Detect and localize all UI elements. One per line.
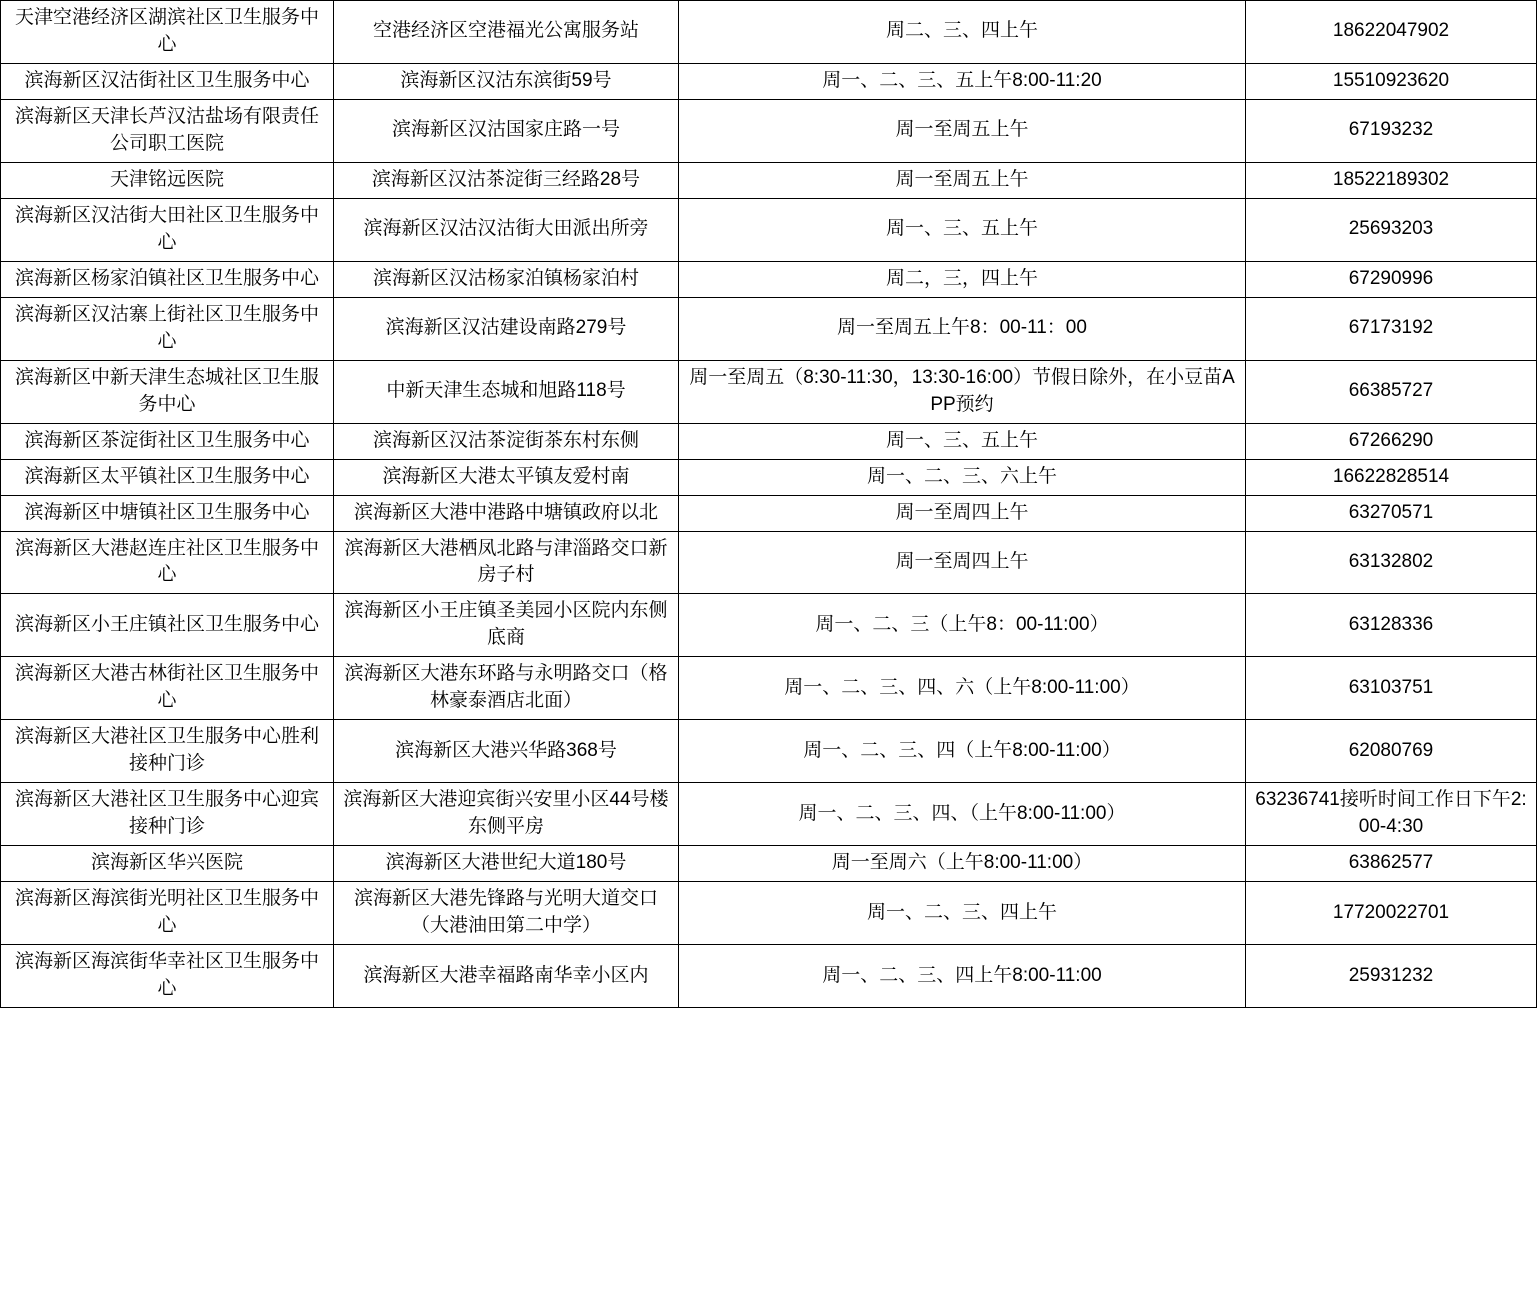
- site-name-cell: 滨海新区华兴医院: [1, 846, 334, 882]
- table-row: [1, 846, 1537, 882]
- site-time-cell: 周一、二、三（上午8：00-11:00）: [679, 594, 1246, 657]
- table-row: [1, 783, 1537, 846]
- site-name-cell: 滨海新区汉沽街大田社区卫生服务中心: [1, 198, 334, 261]
- site-time-cell: 周二、三、四上午: [679, 1, 1246, 64]
- table-row: [1, 297, 1537, 360]
- site-time-cell: 周一至周四上午: [679, 531, 1246, 594]
- site-address-cell: 滨海新区汉沽东滨街59号: [334, 63, 679, 99]
- site-phone-cell: 67290996: [1246, 261, 1537, 297]
- site-name-cell: 滨海新区大港赵连庄社区卫生服务中心: [1, 531, 334, 594]
- site-time-cell: 周一、二、三、四上午8:00-11:00: [679, 945, 1246, 1008]
- site-phone-cell: 63270571: [1246, 495, 1537, 531]
- site-address-cell: 滨海新区大港太平镇友爱村南: [334, 459, 679, 495]
- site-phone-cell: 63862577: [1246, 846, 1537, 882]
- site-name-cell: 滨海新区小王庄镇社区卫生服务中心: [1, 594, 334, 657]
- site-address-cell: 中新天津生态城和旭路118号: [334, 360, 679, 423]
- table-row: [1, 423, 1537, 459]
- site-address-cell: 滨海新区汉沽茶淀街三经路28号: [334, 162, 679, 198]
- site-name-cell: 滨海新区大港社区卫生服务中心迎宾接种门诊: [1, 783, 334, 846]
- site-name-cell: 天津铭远医院: [1, 162, 334, 198]
- site-phone-cell: 63236741接听时间工作日下午2:00-4:30: [1246, 783, 1537, 846]
- site-name-cell: 滨海新区汉沽街社区卫生服务中心: [1, 63, 334, 99]
- site-time-cell: 周一、三、五上午: [679, 423, 1246, 459]
- table-row: [1, 162, 1537, 198]
- site-time-cell: 周一、二、三、五上午8:00-11:20: [679, 63, 1246, 99]
- site-phone-cell: 25931232: [1246, 945, 1537, 1008]
- site-address-cell: 滨海新区汉沽国家庄路一号: [334, 99, 679, 162]
- site-name-cell: 滨海新区太平镇社区卫生服务中心: [1, 459, 334, 495]
- table-row: [1, 360, 1537, 423]
- site-phone-cell: 63132802: [1246, 531, 1537, 594]
- site-name-cell: 天津空港经济区湖滨社区卫生服务中心: [1, 1, 334, 64]
- table-row: [1, 1, 1537, 64]
- site-name-cell: 滨海新区茶淀街社区卫生服务中心: [1, 423, 334, 459]
- table-row: [1, 657, 1537, 720]
- site-name-cell: 滨海新区汉沽寨上街社区卫生服务中心: [1, 297, 334, 360]
- site-time-cell: 周一至周五上午: [679, 99, 1246, 162]
- site-time-cell: 周二，三，四上午: [679, 261, 1246, 297]
- site-phone-cell: 67193232: [1246, 99, 1537, 162]
- site-address-cell: 滨海新区大港兴华路368号: [334, 720, 679, 783]
- site-address-cell: 滨海新区汉沽杨家泊镇杨家泊村: [334, 261, 679, 297]
- site-address-cell: 滨海新区大港栖凤北路与津淄路交口新房子村: [334, 531, 679, 594]
- site-address-cell: 滨海新区小王庄镇圣美园小区院内东侧底商: [334, 594, 679, 657]
- site-time-cell: 周一、二、三、四、六（上午8:00-11:00）: [679, 657, 1246, 720]
- site-time-cell: 周一至周四上午: [679, 495, 1246, 531]
- table-row: [1, 99, 1537, 162]
- site-time-cell: 周一、二、三、六上午: [679, 459, 1246, 495]
- site-phone-cell: 18522189302: [1246, 162, 1537, 198]
- site-address-cell: 滨海新区大港先锋路与光明大道交口（大港油田第二中学）: [334, 882, 679, 945]
- site-address-cell: 滨海新区大港中港路中塘镇政府以北: [334, 495, 679, 531]
- site-time-cell: 周一、二、三、四、（上午8:00-11:00）: [679, 783, 1246, 846]
- site-name-cell: 滨海新区天津长芦汉沽盐场有限责任公司职工医院: [1, 99, 334, 162]
- site-time-cell: 周一至周五上午: [679, 162, 1246, 198]
- site-phone-cell: 15510923620: [1246, 63, 1537, 99]
- site-phone-cell: 63128336: [1246, 594, 1537, 657]
- site-address-cell: 滨海新区大港东环路与永明路交口（格林豪泰酒店北面）: [334, 657, 679, 720]
- site-name-cell: 滨海新区海滨街华幸社区卫生服务中心: [1, 945, 334, 1008]
- site-time-cell: 周一至周六（上午8:00-11:00）: [679, 846, 1246, 882]
- table-row: [1, 261, 1537, 297]
- site-time-cell: 周一、三、五上午: [679, 198, 1246, 261]
- site-address-cell: 滨海新区大港迎宾街兴安里小区44号楼东侧平房: [334, 783, 679, 846]
- site-phone-cell: 17720022701: [1246, 882, 1537, 945]
- table-row: [1, 63, 1537, 99]
- table-row: [1, 882, 1537, 945]
- site-name-cell: 滨海新区大港古林街社区卫生服务中心: [1, 657, 334, 720]
- site-phone-cell: 67266290: [1246, 423, 1537, 459]
- site-name-cell: 滨海新区大港社区卫生服务中心胜利接种门诊: [1, 720, 334, 783]
- table-row: [1, 531, 1537, 594]
- site-phone-cell: 25693203: [1246, 198, 1537, 261]
- table-body: [1, 1, 1537, 1008]
- site-name-cell: 滨海新区杨家泊镇社区卫生服务中心: [1, 261, 334, 297]
- site-time-cell: 周一至周五上午8：00-11：00: [679, 297, 1246, 360]
- table-row: [1, 945, 1537, 1008]
- site-address-cell: 空港经济区空港福光公寓服务站: [334, 1, 679, 64]
- site-time-cell: 周一、二、三、四上午: [679, 882, 1246, 945]
- site-phone-cell: 67173192: [1246, 297, 1537, 360]
- table-row: [1, 594, 1537, 657]
- site-phone-cell: 66385727: [1246, 360, 1537, 423]
- site-address-cell: 滨海新区汉沽建设南路279号: [334, 297, 679, 360]
- site-address-cell: 滨海新区大港世纪大道180号: [334, 846, 679, 882]
- site-phone-cell: 63103751: [1246, 657, 1537, 720]
- table-row: [1, 459, 1537, 495]
- site-phone-cell: 16622828514: [1246, 459, 1537, 495]
- site-name-cell: 滨海新区中塘镇社区卫生服务中心: [1, 495, 334, 531]
- site-phone-cell: 62080769: [1246, 720, 1537, 783]
- site-time-cell: 周一、二、三、四（上午8:00-11:00）: [679, 720, 1246, 783]
- site-address-cell: 滨海新区汉沽汉沽街大田派出所旁: [334, 198, 679, 261]
- table-row: [1, 720, 1537, 783]
- site-name-cell: 滨海新区中新天津生态城社区卫生服务中心: [1, 360, 334, 423]
- site-phone-cell: 18622047902: [1246, 1, 1537, 64]
- table-row: [1, 198, 1537, 261]
- table-row: [1, 495, 1537, 531]
- site-time-cell: 周一至周五（8:30-11:30，13:30-16:00）节假日除外，在小豆苗APP预约: [679, 360, 1246, 423]
- site-address-cell: 滨海新区大港幸福路南华幸小区内: [334, 945, 679, 1008]
- site-name-cell: 滨海新区海滨街光明社区卫生服务中心: [1, 882, 334, 945]
- site-address-cell: 滨海新区汉沽茶淀街茶东村东侧: [334, 423, 679, 459]
